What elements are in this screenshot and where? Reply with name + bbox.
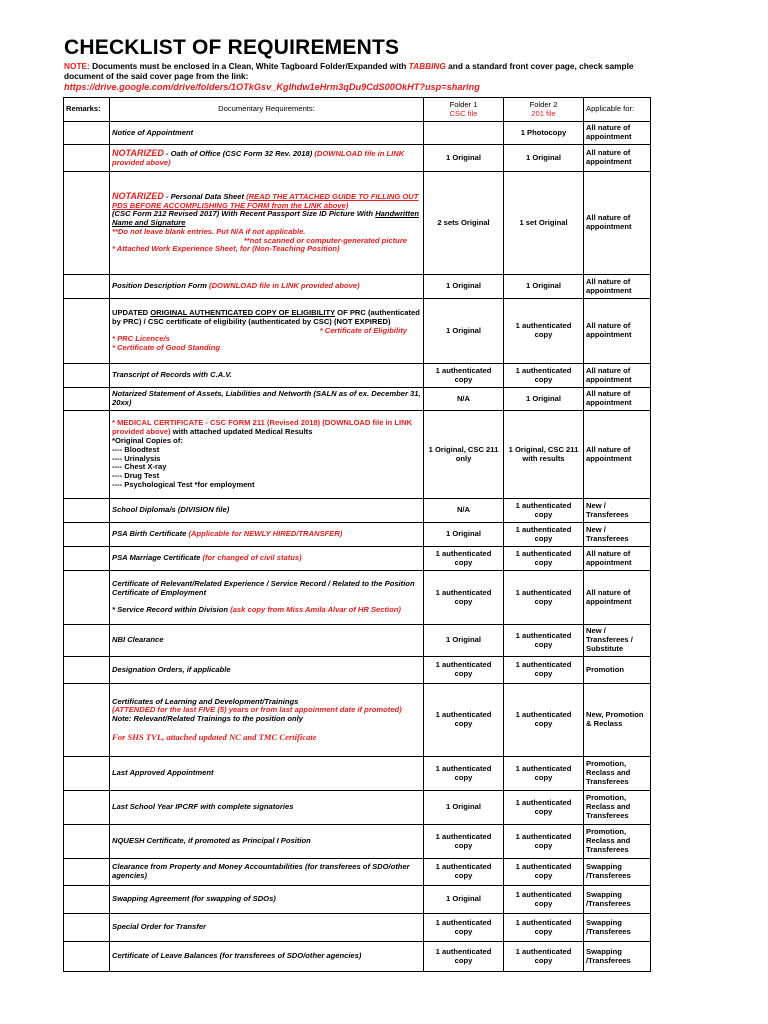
- header-folder2-label: Folder 2: [529, 99, 558, 109]
- requirement-text-ul: ORIGINAL AUTHENTICATED COPY OF ELIGIBILITY: [150, 308, 336, 317]
- table-row: [64, 886, 651, 914]
- requirement-cell: [110, 914, 424, 942]
- requirement-text: Last Approved Appointment: [112, 768, 214, 778]
- remarks-cell[interactable]: [64, 825, 110, 859]
- requirement-text: - Personal Data Sheet: [163, 191, 247, 201]
- table-row: [64, 914, 651, 942]
- note-text: [64, 61, 674, 81]
- table-row: [64, 625, 651, 657]
- header-folder1-sub: CSC file: [449, 108, 478, 118]
- table-row: [64, 825, 651, 859]
- applicable-cell: All nature of appointment: [584, 364, 651, 388]
- requirement-red-note: (ask copy from Miss Amila Alvar of HR Section): [230, 605, 401, 615]
- requirement-note-1: * Certificate of Eligibility: [319, 325, 407, 335]
- requirement-red-note: (DOWNLOAD file in LINK provided above): [112, 148, 405, 167]
- table-row: [64, 859, 651, 886]
- folder2-cell: 1 authenticated copy: [504, 825, 584, 859]
- requirement-cell: [110, 657, 424, 684]
- requirement-red: * MEDICAL CERTIFICATE - CSC FORM 211 (Revised 2018) (DOWNLOAD file in LINK provided above): [112, 418, 413, 437]
- applicable-cell: Swapping /Transferees: [584, 859, 651, 886]
- header-folder1: [424, 98, 504, 122]
- requirement-red-note: (ATTENDED for the last FIVE (5) years or from last appoinment date if promoted): [112, 705, 402, 715]
- table-row: [64, 523, 651, 547]
- table-row: [64, 388, 651, 411]
- table-row: [64, 791, 651, 825]
- folder1-cell: 1 authenticated copy: [424, 657, 504, 684]
- applicable-cell: New / Transferees: [584, 523, 651, 547]
- remarks-cell[interactable]: [64, 499, 110, 523]
- folder1-cell: 1 Original: [424, 791, 504, 825]
- remarks-cell[interactable]: [64, 942, 110, 972]
- requirement-cell: [110, 172, 424, 275]
- applicable-cell: Promotion: [584, 657, 651, 684]
- folder2-cell: 1 authenticated copy: [504, 914, 584, 942]
- header-folder1-label: Folder 1: [449, 99, 478, 109]
- requirement-cell: [110, 275, 424, 299]
- requirement-text: School Diploma/s (DIVISION file): [112, 505, 230, 515]
- applicable-cell: Promotion, Reclass and Transferees: [584, 757, 651, 791]
- requirement-text: Certificates of Learning and Development/Trainings: [112, 696, 299, 706]
- folder2-cell: 1 authenticated copy: [504, 791, 584, 825]
- requirement-cell: [110, 499, 424, 523]
- folder2-cell: 1 authenticated copy: [504, 364, 584, 388]
- applicable-cell: New / Transferees / Substitute: [584, 625, 651, 657]
- remarks-cell[interactable]: [64, 859, 110, 886]
- applicable-cell: New / Transferees: [584, 499, 651, 523]
- folder2-cell: 1 Photocopy: [504, 122, 584, 145]
- table-row: [64, 411, 651, 499]
- header-documentary: Documentary Requirements:: [110, 98, 424, 122]
- remarks-cell[interactable]: [64, 364, 110, 388]
- applicable-cell: All nature of appointment: [584, 571, 651, 625]
- table-row: [64, 122, 651, 145]
- folder1-cell: N/A: [424, 388, 504, 411]
- requirement-cell: [110, 122, 424, 145]
- folder2-cell: 1 authenticated copy: [504, 859, 584, 886]
- applicable-cell: All nature of appointment: [584, 145, 651, 172]
- applicable-cell: All nature of appointment: [584, 388, 651, 411]
- table-row: [64, 172, 651, 275]
- remarks-cell[interactable]: [64, 145, 110, 172]
- folder1-cell: 1 Original: [424, 275, 504, 299]
- remarks-cell[interactable]: [64, 299, 110, 364]
- folder1-cell: 1 authenticated copy: [424, 364, 504, 388]
- applicable-cell: Swapping /Transferees: [584, 914, 651, 942]
- folder1-cell: 1 Original: [424, 145, 504, 172]
- requirement-text: Clearance from Property and Money Accountabilities (for transferees of SDO/other agencies): [112, 862, 410, 880]
- note-tabbing: TABBING: [408, 61, 446, 71]
- note-label: NOTE:: [64, 61, 90, 71]
- remarks-cell[interactable]: [64, 122, 110, 145]
- table-row: [64, 547, 651, 571]
- folder1-cell: 1 authenticated copy: [424, 571, 504, 625]
- remarks-cell[interactable]: [64, 757, 110, 791]
- table-header-row: [64, 98, 651, 122]
- folder1-cell: 2 sets Original: [424, 172, 504, 275]
- folder2-cell: 1 authenticated copy: [504, 523, 584, 547]
- folder1-cell: 1 authenticated copy: [424, 859, 504, 886]
- remarks-cell[interactable]: [64, 571, 110, 625]
- folder2-cell: 1 authenticated copy: [504, 625, 584, 657]
- requirement-red-note: (DOWNLOAD file in LINK provided above): [209, 281, 360, 291]
- remarks-cell[interactable]: [64, 914, 110, 942]
- applicable-cell: Promotion, Reclass and Transferees: [584, 825, 651, 859]
- remarks-cell[interactable]: [64, 411, 110, 499]
- requirement-note-3: * Attached Work Experience Sheet, for (Non-Teaching Position): [112, 244, 340, 254]
- requirement-red: NOTARIZED: [112, 190, 164, 201]
- requirement-text: Last School Year IPCRF with complete signatories: [112, 802, 294, 812]
- folder2-cell: 1 set Original: [504, 172, 584, 275]
- remarks-cell[interactable]: [64, 886, 110, 914]
- requirement-red: NOTARIZED: [112, 147, 164, 158]
- folder2-cell: 1 authenticated copy: [504, 657, 584, 684]
- folder2-cell: 1 authenticated copy: [504, 684, 584, 757]
- folder2-cell: 1 authenticated copy: [504, 571, 584, 625]
- requirement-text-b: OF PRC (authenticated by PRC) / CSC certificate of eligibility (authenticated by CSC) (NOT EXPIRED): [112, 308, 420, 326]
- folder2-cell: 1 Original: [504, 275, 584, 299]
- requirement-text-2: * Service Record within Division: [112, 605, 231, 615]
- medical-line: ---- Bloodtest: [112, 444, 160, 454]
- requirement-text: PSA Marriage Certificate: [112, 553, 203, 563]
- folder1-cell: 1 authenticated copy: [424, 825, 504, 859]
- remarks-cell[interactable]: [64, 275, 110, 299]
- requirement-cell: [110, 942, 424, 972]
- requirement-text: Notarized Statement of Assets, Liabilities and Networth (SALN as of ex. December 31, 20xx): [112, 389, 421, 407]
- table-row: [64, 571, 651, 625]
- applicable-cell: All nature of appointment: [584, 547, 651, 571]
- requirement-red-note: (READ THE ATTACHED GUIDE TO FILLING OUT PDS BEFORE ACCOMPLISHING THE FORM from the LINK above): [112, 191, 419, 210]
- applicable-cell: All nature of appointment: [584, 275, 651, 299]
- folder1-cell: 1 Original: [424, 523, 504, 547]
- remarks-cell[interactable]: [64, 625, 110, 657]
- requirement-text-2: (CSC Form 212 Revised 2017) With Recent Passport Size ID Picture With: [112, 209, 376, 219]
- requirement-cell: [110, 388, 424, 411]
- folder2-cell: 1 Original, CSC 211 with results: [504, 411, 584, 499]
- remarks-cell[interactable]: [64, 684, 110, 757]
- folder2-cell: 1 authenticated copy: [504, 499, 584, 523]
- requirement-text: NBI Clearance: [112, 635, 164, 645]
- requirement-text-2-ul: Handwritten Name and Signature: [112, 209, 420, 228]
- requirement-text: NQUESH Certificate, if promoted as Principal I Position: [112, 836, 311, 846]
- folder1-cell: [424, 122, 504, 145]
- table-row: [64, 275, 651, 299]
- folder1-cell: N/A: [424, 499, 504, 523]
- requirement-cell: [110, 625, 424, 657]
- folder1-cell: 1 Original: [424, 625, 504, 657]
- requirements-table: [63, 97, 651, 972]
- requirement-text: Notice of Appointment: [112, 127, 194, 137]
- applicable-cell: Promotion, Reclass and Transferees: [584, 791, 651, 825]
- folder1-cell: 1 authenticated copy: [424, 914, 504, 942]
- folder2-cell: 1 authenticated copy: [504, 299, 584, 364]
- remarks-cell[interactable]: [64, 172, 110, 275]
- requirement-cell: [110, 859, 424, 886]
- folder2-cell: 1 Original: [504, 388, 584, 411]
- requirement-cell: [110, 825, 424, 859]
- folder1-cell: 1 authenticated copy: [424, 757, 504, 791]
- page-title: CHECKLIST OF REQUIREMENTS: [64, 36, 400, 59]
- table-row: [64, 942, 651, 972]
- folder1-cell: 1 Original: [424, 299, 504, 364]
- medical-line: ---- Chest X-ray: [112, 462, 167, 472]
- folder2-cell: 1 authenticated copy: [504, 942, 584, 972]
- requirement-cell: [110, 364, 424, 388]
- header-applicable: Applicable for:: [584, 98, 651, 122]
- table-row: [64, 145, 651, 172]
- applicable-cell: Swapping /Transferees: [584, 942, 651, 972]
- folder1-cell: 1 authenticated copy: [424, 547, 504, 571]
- requirement-text: - Oath of Office (CSC Form 32 Rev. 2018): [163, 148, 315, 158]
- medical-line: ---- Drug Test: [112, 471, 160, 481]
- table-row: [64, 499, 651, 523]
- table-row: [64, 684, 651, 757]
- requirement-red-note: (Applicable for NEWLY HIRED/TRANSFER): [188, 529, 343, 539]
- table-row: [64, 757, 651, 791]
- requirement-text: with attached updated Medical Results: [170, 427, 313, 437]
- drive-link[interactable]: https://drive.google.com/drive/folders/1OTkGsv_KgIhdw1eHrm3qDu9CdS00OkHT?usp=sharing: [64, 82, 480, 92]
- requirement-note-1: **Do not leave blank entries. Put N/A if not applicable.: [112, 226, 306, 236]
- requirement-note-2: * PRC Licence/s: [112, 334, 170, 344]
- requirement-note-2: **not scanned or computer-generated picture: [243, 235, 407, 245]
- requirement-serif-note: For SHS TVL, attached updated NC and TMC Certificate: [112, 731, 317, 742]
- medical-line: ---- Urinalysis: [112, 453, 161, 463]
- remarks-cell[interactable]: [64, 388, 110, 411]
- requirement-text: Designation Orders, if applicable: [112, 664, 231, 674]
- folder1-cell: 1 authenticated copy: [424, 684, 504, 757]
- requirement-cell: [110, 523, 424, 547]
- requirement-cell: [110, 684, 424, 757]
- requirement-text: Special Order for Transfer: [112, 922, 206, 932]
- requirement-cell: [110, 757, 424, 791]
- folder1-cell: 1 Original, CSC 211 only: [424, 411, 504, 499]
- requirement-text: Certificate of Leave Balances (for transferees of SDO/other agencies): [112, 951, 362, 961]
- requirement-red-note: (for changed of civil status): [202, 553, 302, 563]
- applicable-cell: All nature of appointment: [584, 122, 651, 145]
- medical-line: *Original Copies of:: [112, 435, 183, 445]
- requirement-text-2: Note: Relevant/Related Trainings to the position only: [112, 714, 303, 724]
- requirement-cell: [110, 411, 424, 499]
- requirement-text: Position Description Form: [112, 281, 210, 291]
- requirement-cell: [110, 547, 424, 571]
- table-row: [64, 364, 651, 388]
- folder2-cell: 1 Original: [504, 145, 584, 172]
- note-text-2: and a standard front cover page, check sample document of the said cover page from the link:: [64, 61, 634, 81]
- requirement-text: UPDATED: [112, 308, 151, 317]
- folder1-cell: 1 authenticated copy: [424, 942, 504, 972]
- requirement-cell: [110, 791, 424, 825]
- requirement-cell: [110, 571, 424, 625]
- requirement-text: Swapping Agreement (for swapping of SDOs): [112, 894, 276, 904]
- requirement-text: Certificate of Relevant/Related Experience / Service Record / Related to the Position Certificate of Employment: [112, 578, 415, 597]
- remarks-cell[interactable]: [64, 791, 110, 825]
- table-row: [64, 299, 651, 364]
- medical-line: ---- Psychological Test *for employment: [112, 479, 255, 489]
- folder2-cell: 1 authenticated copy: [504, 757, 584, 791]
- remarks-cell[interactable]: [64, 523, 110, 547]
- header-folder2: [504, 98, 584, 122]
- requirement-text: PSA Birth Certificate: [112, 529, 189, 539]
- requirement-cell: [110, 299, 424, 364]
- remarks-cell[interactable]: [64, 547, 110, 571]
- applicable-cell: All nature of appointment: [584, 411, 651, 499]
- requirement-note-3: * Certificate of Good Standing: [112, 343, 221, 353]
- applicable-cell: All nature of appointment: [584, 299, 651, 364]
- note-text-1: Documents must be enclosed in a Clean, White Tagboard Folder/Expanded with: [89, 61, 409, 71]
- header-remarks: Remarks:: [64, 98, 110, 122]
- folder2-cell: 1 authenticated copy: [504, 886, 584, 914]
- requirement-cell: [110, 886, 424, 914]
- folder2-cell: 1 authenticated copy: [504, 547, 584, 571]
- applicable-cell: Swapping /Transferees: [584, 886, 651, 914]
- folder1-cell: 1 Original: [424, 886, 504, 914]
- applicable-cell: New, Promotion & Reclass: [584, 684, 651, 757]
- header-folder2-sub: 201 file: [531, 108, 556, 118]
- remarks-cell[interactable]: [64, 657, 110, 684]
- requirement-text: Transcript of Records with C.A.V.: [112, 370, 232, 380]
- applicable-cell: All nature of appointment: [584, 172, 651, 275]
- requirement-cell: [110, 145, 424, 172]
- table-row: [64, 657, 651, 684]
